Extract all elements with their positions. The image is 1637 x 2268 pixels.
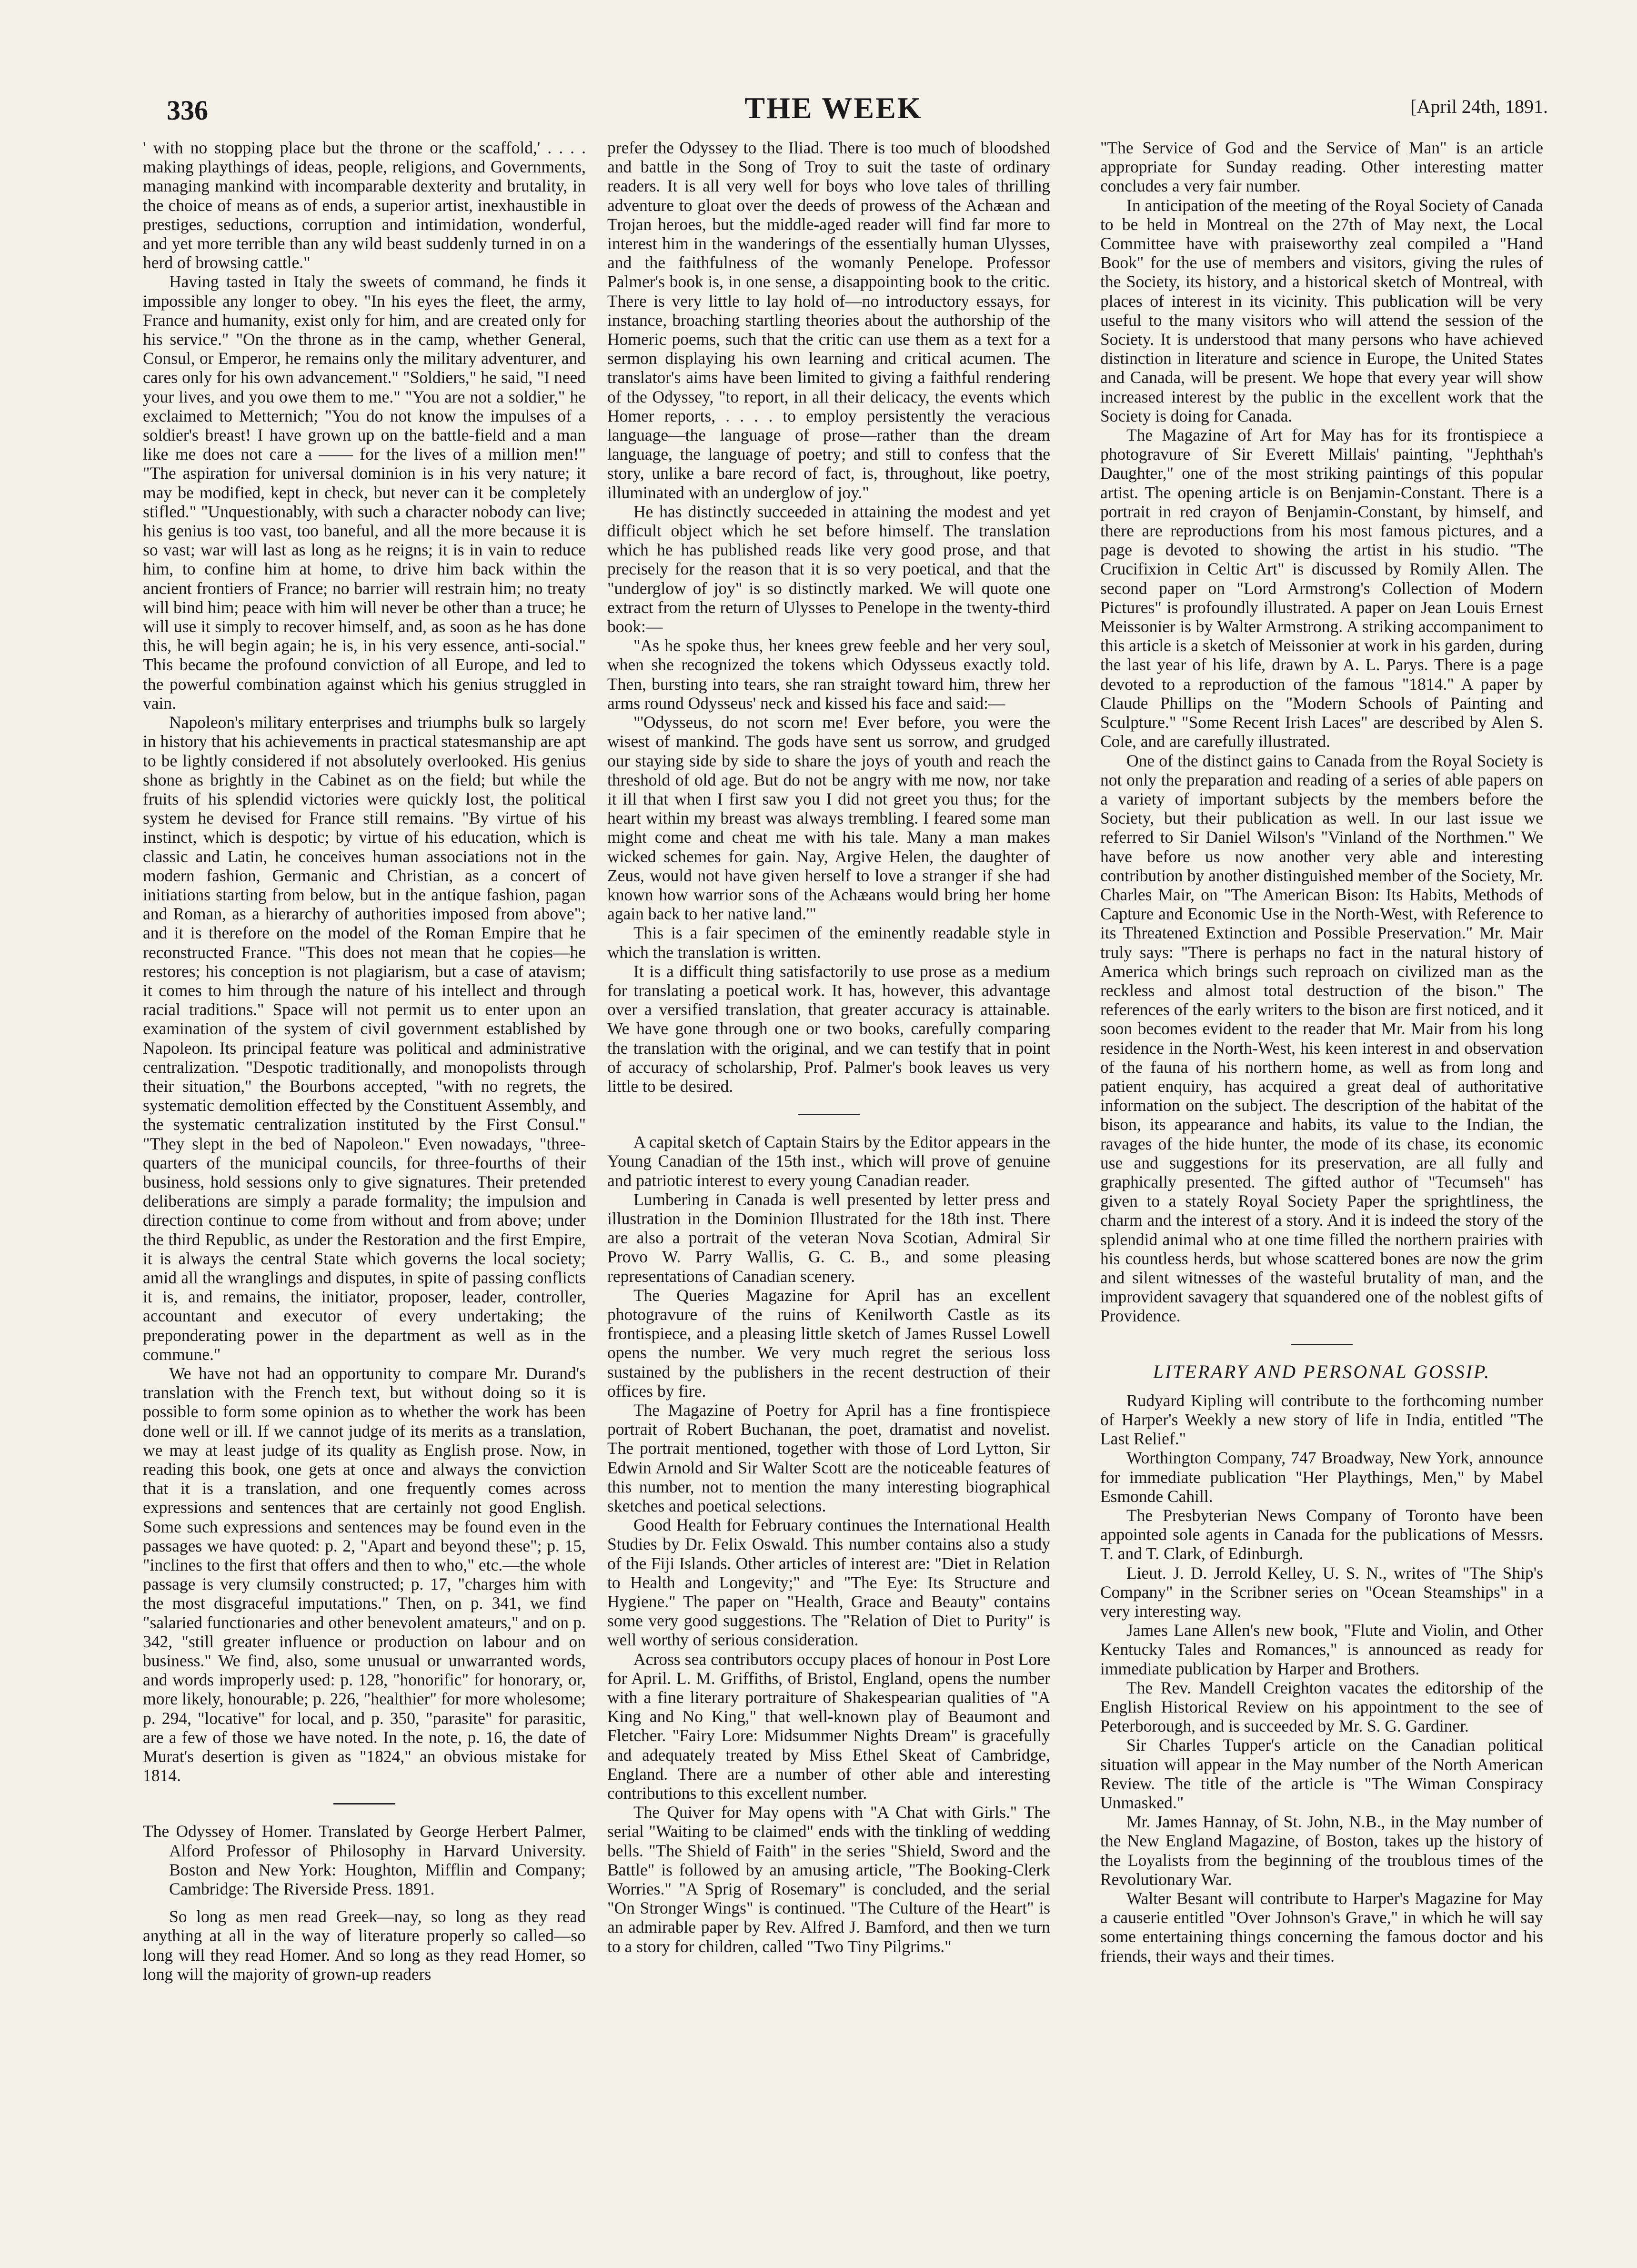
paragraph: The Magazine of Art for May has for its frontispiece a photogravure of Sir Everett Millais' painting, "Jephthah's Daughter," one of the most striking paintings of this popular artist. The opening article is on Benjamin-Constant. There is a portrait in red crayon of Benjamin-Constant, by himself, and there are reproductions from his most famous pictures, and a page is devoted to showing the artist in his studio. "The Crucifixion in Celtic Art" is discussed by Romily Allen. The second paper on "Lord Armstrong's Collection of Modern Pictures" is profoundly illustrated. A paper on Jean Louis Ernest Meissonier is by Walter Armstrong. A striking accompaniment to this article is a sketch of Meissonier at work in his garden, during the last year of his life, drawn by A. L. Parys. There is a page devoted to a reproduction of the famous "1814." A paper by Claude Phillips on the "Modern Schools of Painting and Sculpture." "Some Recent Irish Laces" are described by Alen S. Cole, and are carefully illustrated. (1100, 425, 1543, 751)
periodical-note: The Queries Magazine for April has an excellent photogravure of the ruins of Kenilworth Castle as its frontispiece, and a pleasing little sketch of James Russel Lowell opens the number. We very much regret the serious loss sustained by the publishers in the recent destruction of their offices by fire. (607, 1285, 1050, 1401)
gossip-item: Sir Charles Tupper's article on the Canadian political situation will appear in the May number of the North American Review. The title of the article is "The Wiman Conspiracy Unmasked." (1100, 1735, 1543, 1813)
periodical-note: Good Health for February continues the International Health Studies by Dr. Felix Oswald. This number contains also a study of the Fiji Islands. Other articles of interest are: "Diet in Relation to Health and Longevity;" and "The Eye: Its Structure and Hygiene." The paper on "Health, Grace and Beauty" contains some very good suggestions. The "Relation of Diet to Purity" is well worthy of serious consideration. (607, 1515, 1050, 1650)
section-title: LITERARY AND PERSONAL GOSSIP. (1153, 1361, 1491, 1382)
paragraph: Having tasted in Italy the sweets of command, he finds it impossible any longer to obey. "In his eyes the fleet, the army, France and humanity, exist only for him, and are created only for his service." "On the throne as in the camp, whether General, Consul, or Emperor, he remains only the military adventurer, and cares only for his own advancement." "Soldiers," he said, "I need your lives, and you owe them to me." "You are not a soldier," he exclaimed to Metternich; "You do not know the impulses of a soldier's breast! I have grown up on the battle-field and a man like me does not care a —— for the lives of a million men!" "The aspiration for universal dominion is in his very nature; it may be modified, kept in check, but never can it be completely stifled." "Unquestionably, with such a character nobody can live; his genius is too vast, too baneful, and all the more because it is so vast; war will last as long as he reigns; it is in vain to reduce him, to confine him at home, to drive him back within the ancient frontiers of France; no barrier will restrain him; no treaty will bind him; peace with him will never be other than a truce; he will use it simply to recover himself, and, as soon as he has done this, he will begin again; he is, in his very essence, anti-social." This became the profound conviction of all Europe, and led to the powerful combination against which his genius struggled in vain. (143, 272, 586, 713)
section-divider (1291, 1344, 1353, 1345)
periodical-note: Across sea contributors occupy places of honour in Post Lore for April. L. M. Griffiths, of Bristol, England, opens the number with a fine literary portraiture of Shakespearian qualities of "A King and No King," that well-known play of Beaumont and Fletcher. "Fairy Lore: Midsummer Nights Dream" is gracefully and adequately treated by Miss Ethel Skeat of Cambridge, England. There are a number of other able and interesting contributions to this excellent number. (607, 1649, 1050, 1803)
column-right (1100, 138, 1543, 1966)
page-header (110, 91, 1557, 129)
periodical-note: A capital sketch of Captain Stairs by the Editor appears in the Young Canadian of the 15th inst., which will prove of genuine and patriotic interest to every young Canadian reader. (607, 1132, 1050, 1190)
gossip-item: Lieut. J. D. Jerrold Kelley, U. S. N., writes of "The Ship's Company" in the Scribner series on "Ocean Steamships" in a very interesting way. (1100, 1563, 1543, 1621)
paragraph: In anticipation of the meeting of the Royal Society of Canada to be held in Montreal on the 27th of May next, the Local Committee have with praiseworthy zeal compiled a "Hand Book" for the use of members and visitors, giving the rules of the Society, its history, and a historical sketch of Montreal, with places of interest in its vicinity. This publication will be very useful to the many visitors who will attend the session of the Society. It is understood that many persons who have achieved distinction in literature and science in Europe, the United States and Canada, will be present. We hope that every year will show increased interest by the public in the excellent work that the Society is doing for Canada. (1100, 195, 1543, 425)
paragraph: So long as men read Greek—nay, so long as they read anything at all in the way of literature properly so called—so long will they read Homer. And so long as they read Homer, so long will the majority of grown-up readers (143, 1907, 586, 1984)
quotation: "As he spoke thus, her knees grew feeble and her very soul, when she recognized the tokens which Odysseus exactly told. Then, bursting into tears, she ran straight toward him, threw her arms round Odysseus' neck and kissed his face and said:— (607, 636, 1050, 713)
periodical-note: The Quiver for May opens with "A Chat with Girls." The serial "Waiting to be claimed" ends with the tinkling of wedding bells. "The Shield of Faith" in the series "Shield, Sword and the Battle" is followed by an amusing article, "The Booking-Clerk Worries." "A Sprig of Rosemary" is concluded, and the serial "On Stronger Wings" is continued. "The Culture of the Heart" is an admirable paper by Rev. Alfred J. Bamford, and then we turn to a story for children, called "Two Tiny Pilgrims." (607, 1803, 1050, 1956)
gossip-item: James Lane Allen's new book, "Flute and Violin, and Other Kentucky Tales and Romances," is announced as ready for immediate publication by Harper and Brothers. (1100, 1621, 1543, 1678)
paragraph: prefer the Odyssey to the Iliad. There is too much of bloodshed and battle in the Song of Troy to suit the taste of ordinary readers. It is all very well for boys who love tales of thrilling adventure to gloat over the deeds of prowess of the Achæan and Trojan heroes, but the middle-aged reader will find far more to interest him in the wanderings of the essentially human Ulysses, and the faithfulness of the womanly Penelope. Professor Palmer's book is, in one sense, a disappointing book to the critic. There is very little to lay hold of—no introductory essays, for instance, broaching startling theories about the authorship of the Homeric poems, such that the critic can use them as a text for a sermon displaying his own learning and critical acumen. The translator's aims have been limited to giving a faithful rendering of the Odyssey, "to report, in all their delicacy, the events which Homer reports, . . . . to employ persistently the veracious language—the language of prose—rather than the dream language, the language of poetry; and still to confess that the story, unlike a bare record of fact, is, throughout, like poetry, illuminated with an underglow of joy." (607, 138, 1050, 502)
paragraph: "The Service of God and the Service of Man" is an article appropriate for Sunday reading. Other interesting matter concludes a very fair number. (1100, 138, 1543, 196)
quotation: "'Odysseus, do not scorn me! Ever before, you were the wisest of mankind. The gods have sent us sorrow, and grudged our staying side by side to share the joys of youth and reach the threshold of old age. But do not be angry with me now, nor take it ill that when I first saw you I did not greet you thus; for the heart within my breast was always trembling. I feared some man might come and cheat me with his tale. Many a man makes wicked schemes for gain. Nay, Argive Helen, the daughter of Zeus, would not have given herself to love a stranger if she had known how warrior sons of the Achæans would bring her home again back to her native land.'" (607, 713, 1050, 924)
gossip-item: Mr. James Hannay, of St. John, N.B., in the May number of the New England Magazine, of Boston, takes up the history of the Loyalists from the beginning of the troublous times of the Revolutionary War. (1100, 1812, 1543, 1889)
column-middle (607, 138, 1050, 1956)
journal-title: THE WEEK (744, 91, 923, 125)
paragraph: It is a difficult thing satisfactorily to use prose as a medium for translating a poetical work. It has, however, this advantage over a versified translation, that greater accuracy is attainable. We have gone through one or two books, carefully comparing the translation with the original, and we can testify that in point of accuracy of scholarship, Prof. Palmer's book leaves us very little to be desired. (607, 961, 1050, 1096)
gossip-item: Walter Besant will contribute to Harper's Magazine for May a causerie entitled "Over Johnson's Grave," in which he will say some entertaining things concerning the famous doctor and his friends, their ways and their times. (1100, 1889, 1543, 1966)
paragraph: ' with no stopping place but the throne or the scaffold,' . . . . making playthings of ideas, people, religions, and Governments, managing mankind with incomparable dexterity and brutality, in the choice of means as of ends, a superior artist, inexhaustible in prestiges, seductions, corruption and intimidation, wonderful, and yet more terrible than any wild beast suddenly turned in on a herd of browsing cattle." (143, 138, 586, 272)
paragraph: One of the distinct gains to Canada from the Royal Society is not only the preparation and reading of a series of able papers on a variety of important subjects by the members before the Society, but their publication as well. In our last issue we referred to Sir Daniel Wilson's "Vinland of the Northmen." We have before us now another very able and interesting contribution by another distinguished member of the Society, Mr. Charles Mair, on "The American Bison: Its Habits, Methods of Capture and Economic Use in the North-West, with Reference to its Threatened Extinction and Possible Preservation." Mr. Mair truly says: "There is perhaps no fact in the natural history of America which brings such reproach on civilized man as the reckless and almost total destruction of the bison." The references of the early writers to the bison are first noticed, and it soon becomes evident to the reader that Mr. Mair from his long residence in the North-West, his keen interest in and observation of the fauna of his northern home, as well as from long and patient enquiry, has acquired a great deal of authoritative information on the subject. The description of the habitat of the bison, its appearance and habits, its value to the Indian, the ravages of the hide hunter, the mode of its chase, its economic use and suggestions for its preservation, are all fully and graphically presented. The gifted author of "Tecumseh" has given to a stately Royal Society Paper the sprightliness, the charm and the interest of a story. And it is indeed the story of the splendid animal who at one time filled the northern prairies with his countless herds, but whose scattered bones are now the grim and silent witnesses of the wasteful brutality of man, and the improvident savagery that squandered one of the noblest gifts of Providence. (1100, 751, 1543, 1326)
section-divider (333, 1803, 395, 1804)
column-left (143, 138, 586, 1984)
periodical-note: The Magazine of Poetry for April has a fine frontispiece portrait of Robert Buchanan, the poet, dramatist and novelist. The portrait mentioned, together with those of Lord Lytton, Sir Edwin Arnold and Sir Walter Scott are the noticeable features of this number, not to mention the many interesting biographical sketches and poetical selections. (607, 1401, 1050, 1516)
paragraph: Napoleon's military enterprises and triumphs bulk so largely in history that his achievements in practical statesmanship are apt to be lightly considered if not absolutely overlooked. His genius shone as brightly in the Cabinet as on the field; but while the fruits of his splendid victories were quickly lost, the political system he devised for France still remains. "By virtue of his instinct, which is despotic; by virtue of his education, which is classic and Latin, he conceives human associations not in the modern fashion, Germanic and Christian, as a concert of initiations starting from below, but in the antique fashion, pagan and Roman, as a hierarchy of authorities imposed from above"; and it is therefore on the model of the Roman Empire that he reconstructed France. "This does not mean that he copies—he restores; his conception is not plagiarism, but a case of atavism; it comes to him through the nature of his intellect and through racial traditions." Space will not permit us to enter upon an examination of the system of civil government established by Napoleon. Its principal feature was political and administrative centralization. "Despotic traditionally, and monopolists through their situation," the Bourbons accepted, "with no regrets, the systematic demolition effected by the Constituent Assembly, and the systematic centralization instituted by the First Consul." "They slept in the bed of Napoleon." Even nowadays, "three-quarters of the municipal councils, for three-fourths of their business, hold sessions only to give signatures. Their pretended deliberations are simply a parade formality; the impulsion and direction continue to come from without and from above; under the third Republic, as under the Restoration and the first Empire, it is always the central State which governs the local society; amid all the wranglings and disputes, in spite of passing conflicts it is, and remains, the initiator, proposer, leader, controller, accountant and executor of every undertaking; the preponderating power in the department as well as in the commune." (143, 713, 586, 1364)
page-number: 336 (167, 95, 208, 126)
gossip-item: The Rev. Mandell Creighton vacates the editorship of the English Historical Review on his appointment to the see of Peterborough, and is succeeded by Mr. S. G. Gardiner. (1100, 1678, 1543, 1736)
paragraph: He has distinctly succeeded in attaining the modest and yet difficult object which he set before himself. The translation which he has published reads like very good prose, and that precisely for the reason that it is so very poetical, and that the "underglow of joy" is so distinctly marked. We will quote one extract from the return of Ulysses to Penelope in the twenty-third book:— (607, 502, 1050, 636)
paragraph: This is a fair specimen of the eminently readable style in which the translation is written. (607, 923, 1050, 962)
issue-date: [April 24th, 1891. (1410, 96, 1548, 117)
paragraph: We have not had an opportunity to compare Mr. Durand's translation with the French text, but without doing so it is possible to form some opinion as to whether the work has been done well or ill. If we cannot judge of its merits as a translation, we may at least judge of its quality as English prose. Now, in reading this book, one gets at once and always the conviction that it is a translation, and one frequently comes across expressions and sentences that are certainly not good English. Some such expressions and sentences may be found even in the passages we have quoted: p. 2, "Apart and beyond these"; p. 15, "inclines to the first that offers and then to who," etc.—the whole passage is very clumsily constructed; p. 17, "charges him with the most disgraceful imputations." Then, on p. 341, we find "salaried functionaries and other benevolent amateurs," and on p. 342, "still greater influence or production on labour and on business." We find, also, some unusual or unwarranted words, and words improperly used: p. 128, "honorific" for honorary, or, more likely, honourable; p. 226, "healthier" for more wholesome; p. 294, "locative" for local, and p. 350, "parasite" for parasitic, are a few of those we have noted. In the note, p. 16, the date of Murat's desertion is given as "1824," an obvious mistake for 1814. (143, 1364, 586, 1785)
gossip-item: The Presbyterian News Company of Toronto have been appointed sole agents in Canada for the publications of Messrs. T. and T. Clark, of Edinburgh. (1100, 1506, 1543, 1563)
periodical-note: Lumbering in Canada is well presented by letter press and illustration in the Dominion Illustrated for the 18th inst. There are also a portrait of the veteran Nova Scotian, Admiral Sir Provo W. Parry Wallis, G. C. B., and some pleasing representations of Canadian scenery. (607, 1189, 1050, 1286)
gossip-item: Worthington Company, 747 Broadway, New York, announce for immediate publication "Her Playthings, Men," by Mabel Esmonde Cahill. (1100, 1448, 1543, 1506)
gossip-item: Rudyard Kipling will contribute to the forthcoming number of Harper's Weekly a new story of life in India, entitled "The Last Relief." (1100, 1391, 1543, 1449)
book-review-heading: The Odyssey of Homer. Translated by George Herbert Palmer, Alford Professor of Philosophy in Harvard University. Boston and New York: Houghton, Mifflin and Company; Cambridge: The Riverside Press. 1891. (143, 1822, 586, 1899)
section-divider (798, 1114, 860, 1115)
